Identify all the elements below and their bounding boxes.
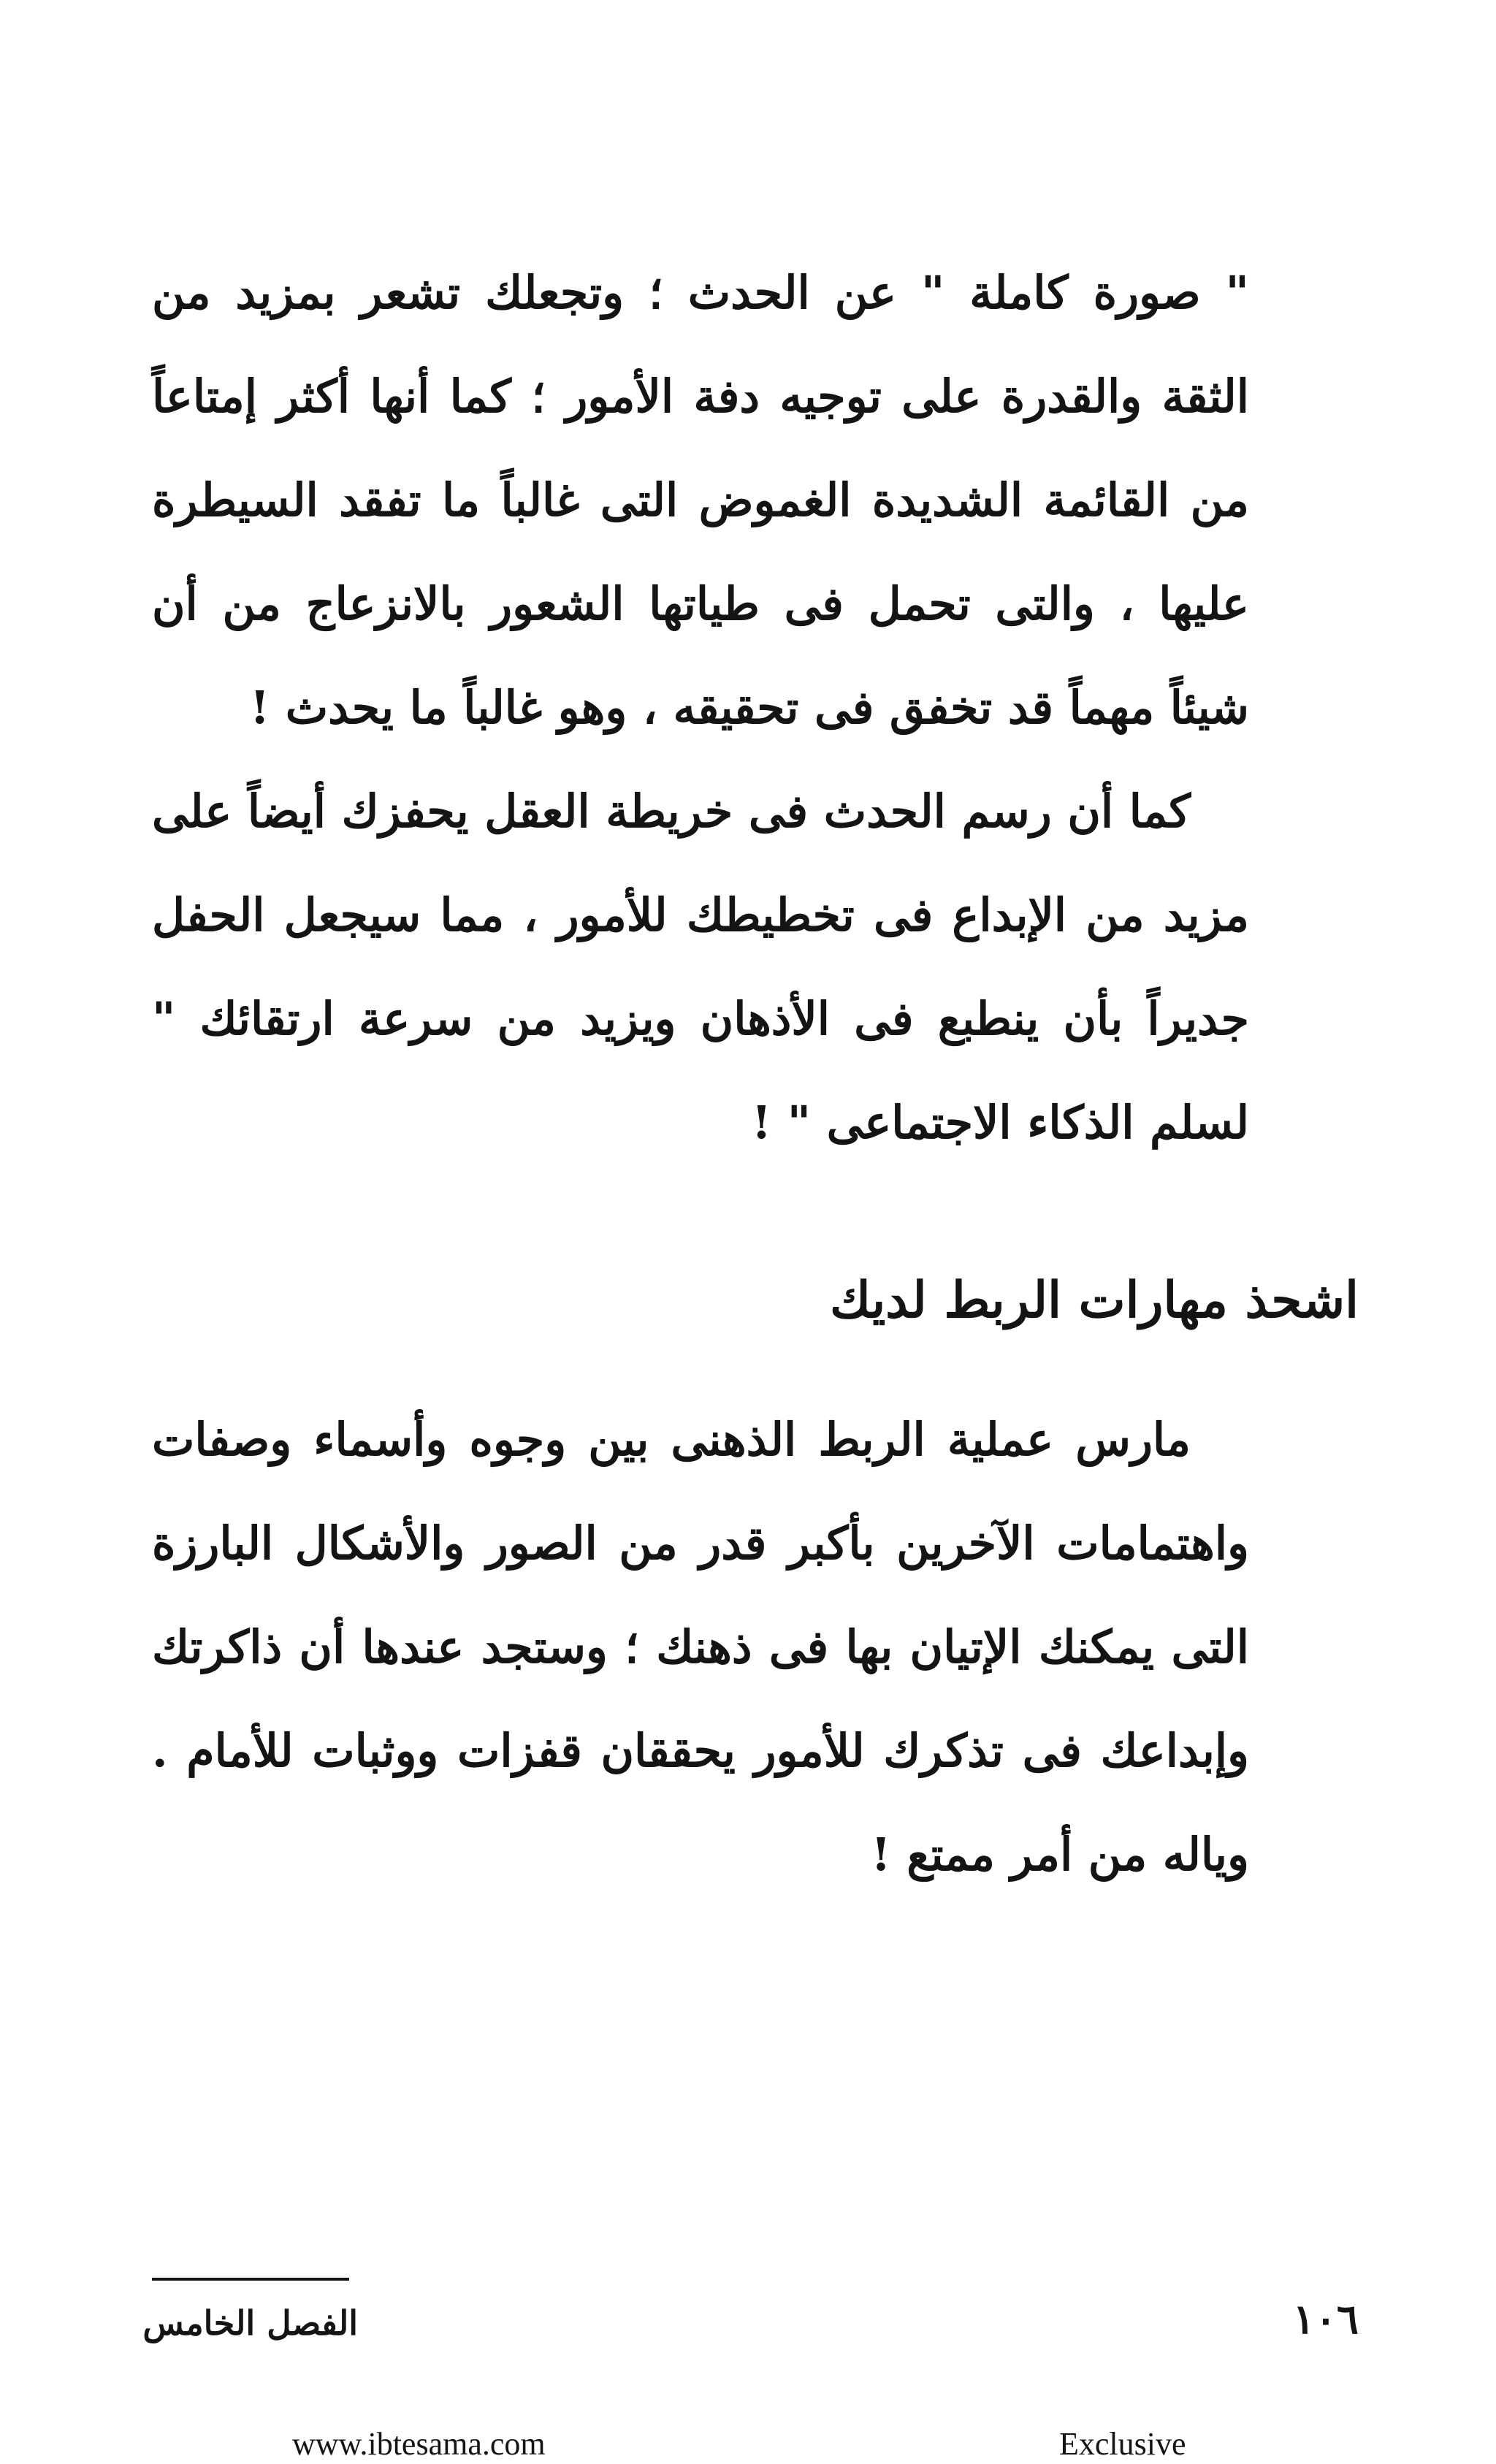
- page-number: ١٠٦: [1292, 2295, 1359, 2343]
- footer-divider: [152, 2278, 349, 2281]
- body-paragraph-1: " صورة كاملة " عن الحدث ؛ وتجعلك تشعر بمزيد من الثقة والقدرة على توجيه دفة الأمور ؛ كما أنها أكثر إمتاعاً من القائمة الشديدة الغموض التى غالباً ما تفقد السيطرة عليها ، والتى تحمل فى طياتها الشعور بالانزعاج من أن شيئاً مهماً قد تخفق فى تحقيقه ، وهو غالباً ما يحدث !: [152, 266, 1249, 734]
- section-heading: اشحذ مهارات الربط لديك: [830, 1271, 1359, 1330]
- body-paragraph-3: مارس عملية الربط الذهنى بين وجوه وأسماء وصفات واهتمامات الآخرين بأكبر قدر من الصور والأشكال البارزة التى يمكنك الإتيان بها فى ذهنك ؛ وستجد عندها أن ذاكرتك وإبداعك فى تذكرك للأمور يحققان قفزات ووثبات للأمام . وياله من أمر ممتع !: [152, 1413, 1249, 1881]
- watermark-exclusive-label: Exclusive: [1059, 2426, 1186, 2462]
- body-paragraph-2: كما أن رسم الحدث فى خريطة العقل يحفزك أيضاً على مزيد من الإبداع فى تخطيطك للأمور ، مما سيجعل الحفل جديراً بأن ينطبع فى الأذهان ويزيد من سرعة ارتقائك " لسلم الذكاء الاجتماعى " !: [152, 785, 1249, 1149]
- chapter-label: الفصل الخامس: [142, 2303, 358, 2343]
- watermark-site-link[interactable]: www.ibtesama.com: [292, 2426, 546, 2462]
